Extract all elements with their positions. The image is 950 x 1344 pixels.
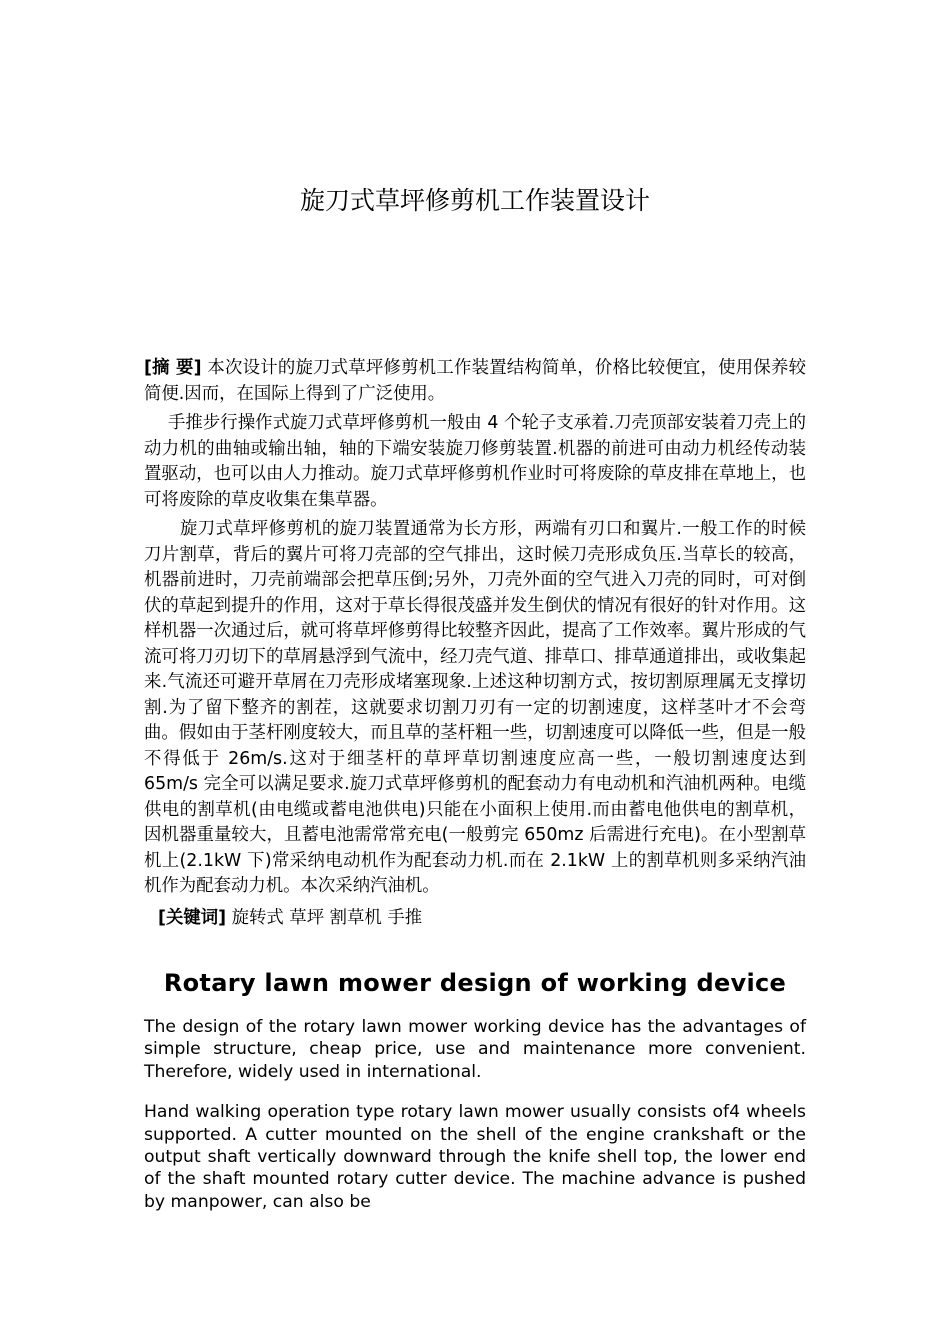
english-paragraph-2: Hand walking operation type rotary lawn mower usually consists of4 wheels supported. A cutter mounted on the shell of the engine crankshaft or the output shaft vertically downward through the knife shell top, the lower end of the shaft mounted rotary cutter device. The machine advance is pushed by manpower, can also be	[144, 1102, 806, 1212]
abstract-paragraph-3: 旋刀式草坪修剪机的旋刀装置通常为长方形，两端有刃口和翼片.一般工作的时候刀片割草，背后的翼片可将刀壳部的空气排出，这时候刀壳形成负压.当草长的较高，机器前进时，刀壳前端部会把草压倒;另外，刀壳外面的空气进入刀壳的同时，可对倒伏的草起到提升的作用，这对于草长得很茂盛并发生倒伏的情况有很好的针对作用。这样机器一次通过后，就可将草坪修剪得比较整齐因此，提高了工作效率。翼片形成的气流可将刀刃切下的草屑悬浮到气流中，经刀壳气道、排草口、排草通道排出，或收集起来.气流还可避开草屑在刀壳形成堵塞现象.上述这种切割方式，按切割原理属无支撑切割.为了留下整齐的割茬，这就要求切割刀刃有一定的切割速度，这样茎叶才不会弯曲。假如由于茎杆刚度较大，而且草的茎杆粗一些，切割速度可以降低一些，但是一般不得低于 26m/s.这对于细茎杆的草坪草切割速度应高一些，一般切割速度达到 65m/s 完全可以满足要求.旋刀式草坪修剪机的配套动力有电动机和汽油机两种。电缆供电的割草机(由电缆或蓄电池供电)只能在小面积上使用.而由蓄电他供电的割草机，因机器重量较大，且蓄电池需常常充电(一般剪完 650mz 后需进行充电)。在小型割草机上(2.1kW 下)常采纳电动机作为配套动力机.而在 2.1kW 上的割草机则多采纳汽油机作为配套动力机。本次采纳汽油机。	[144, 519, 806, 896]
chinese-title: 旋刀式草坪修剪机工作装置设计	[299, 186, 650, 215]
keywords-label: [关键词]	[158, 907, 227, 928]
english-paragraph-1: The design of the rotary lawn mower working device has the advantages of simple structure, cheap price, use and maintenance more convenient. Therefore, widely used in international.	[144, 1017, 806, 1082]
abstract-label: [摘 要]	[144, 358, 202, 378]
abstract-text-1: 本次设计的旋刀式草坪修剪机工作装置结构简单，价格比较便宜，使用保养较简便.因而，在国际上得到了广泛使用。	[144, 358, 807, 404]
english-title: Rotary lawn mower design of working device	[163, 969, 787, 997]
english-abstract	[144, 1016, 806, 1231]
abstract-paragraph-2: 手推步行操作式旋刀式草坪修剪机一般由 4 个轮子支承着.刀壳顶部安装着刀壳上的动力机的曲轴或输出轴，轴的下端安装旋刀修剪装置.机器的前进可由动力机经传动装置驱动，也可以由人力推动。旋刀式草坪修剪机作业时可将废除的草皮排在草地上，也可将废除的草皮收集在集草器。	[144, 413, 806, 510]
abstract-paragraph-1	[144, 356, 806, 407]
keywords-text: 旋转式 草坪 割草机 手推	[231, 907, 423, 928]
keywords-line	[144, 906, 806, 932]
chinese-abstract	[144, 356, 806, 935]
